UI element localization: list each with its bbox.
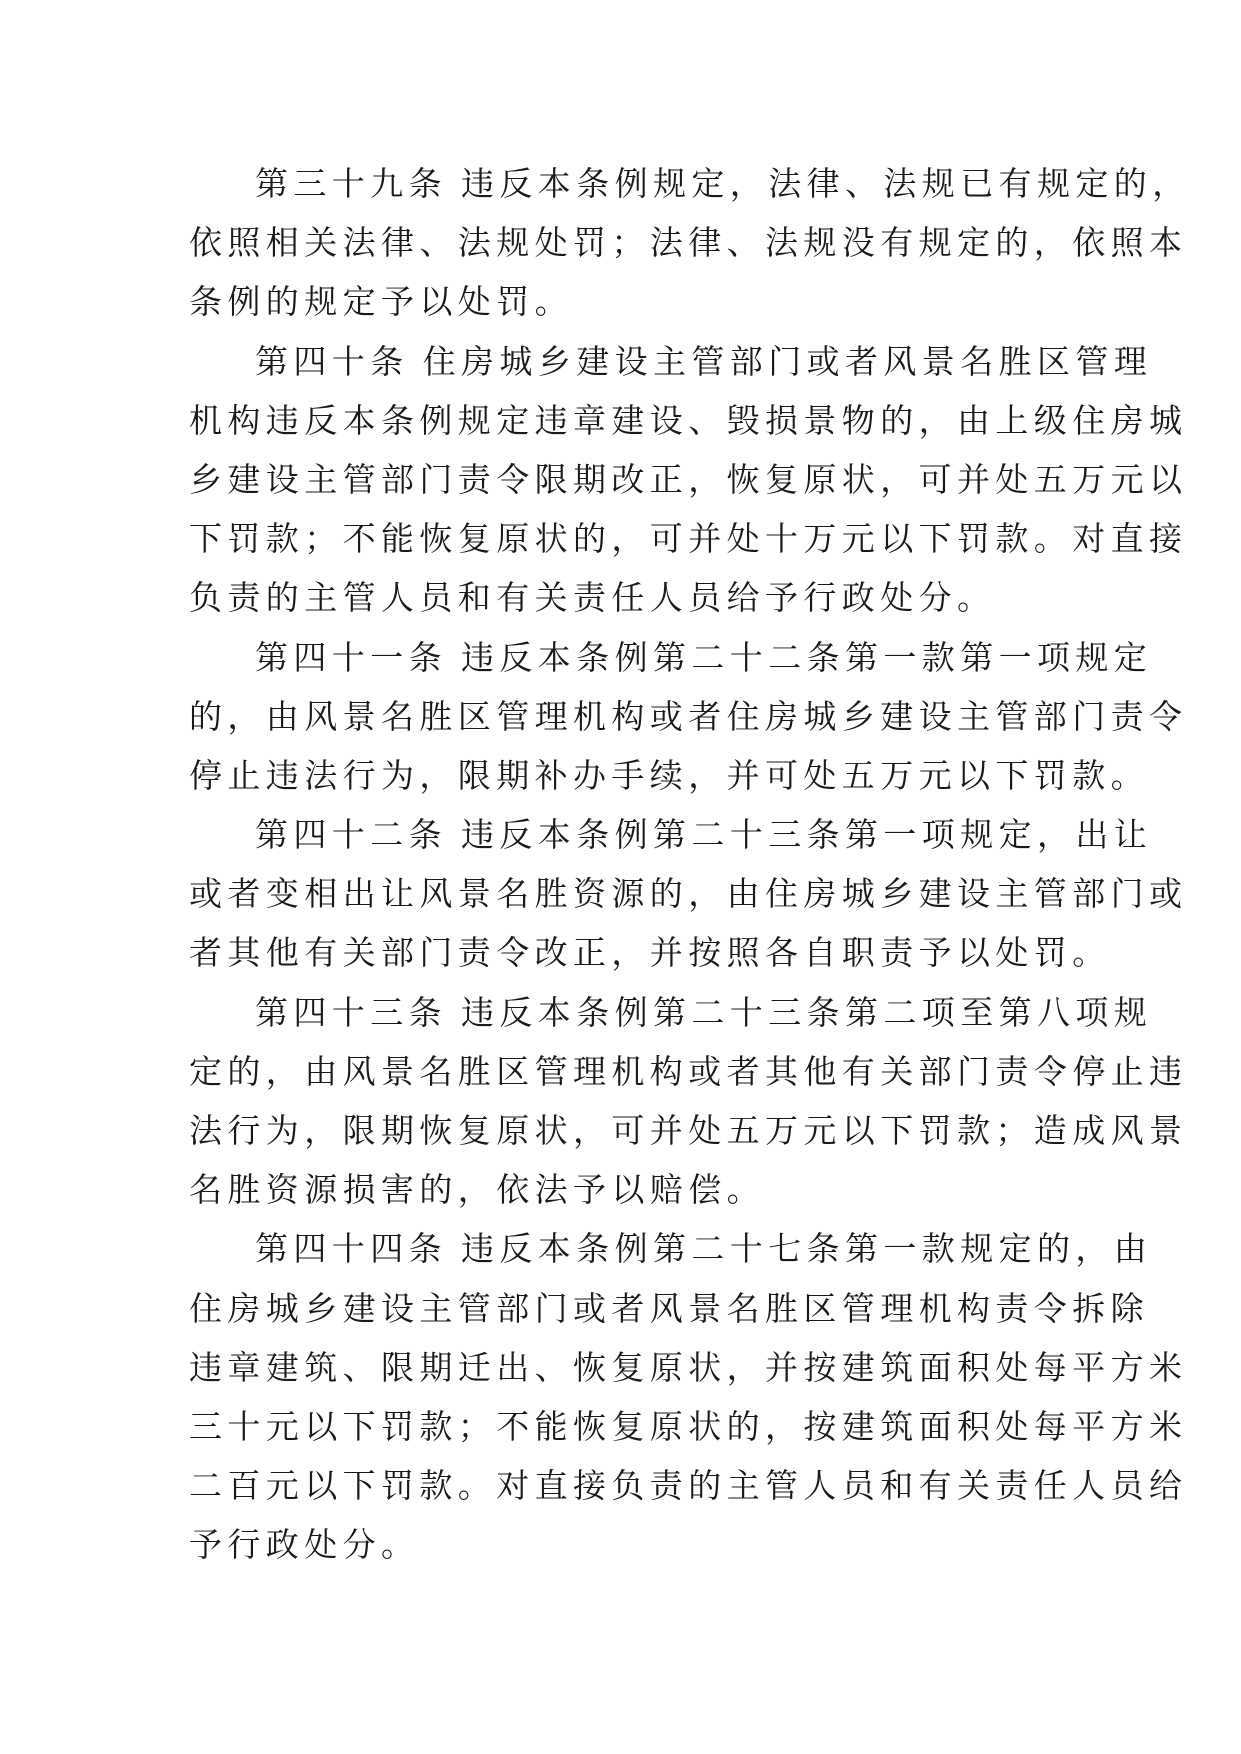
paragraph-line: 二百元以下罚款。对直接负责的主管人员和有关责任人员给 bbox=[189, 1466, 1188, 1506]
paragraph-line: 者其他有关部门责令改正，并按照各自职责予以处罚。 bbox=[189, 933, 1111, 973]
article-number: 第四十二条 bbox=[255, 815, 447, 855]
article-number: 第四十三条 bbox=[255, 992, 447, 1032]
article-42 bbox=[189, 805, 1188, 983]
paragraph-line: 三十元以下罚款；不能恢复原状的，按建筑面积处每平方米 bbox=[189, 1406, 1188, 1446]
article-number: 第四十一条 bbox=[255, 637, 447, 677]
article-39 bbox=[189, 154, 1191, 332]
article-43 bbox=[189, 983, 1188, 1220]
paragraph-line: 第四十二条 违反本条例第二十三条第一项规定，出让 bbox=[255, 815, 1153, 855]
article-41 bbox=[189, 628, 1188, 806]
paragraph-line: 下罚款；不能恢复原状的，可并处十万元以下罚款。对直接 bbox=[189, 519, 1188, 559]
article-44 bbox=[189, 1219, 1188, 1574]
paragraph-line: 第四十条 住房城乡建设主管部门或者风景名胜区管理 bbox=[255, 341, 1153, 381]
paragraph-line: 负责的主管人员和有关责任人员给予行政处分。 bbox=[189, 578, 996, 618]
article-number: 第三十九条 bbox=[255, 164, 447, 203]
article-number: 第四十条 bbox=[255, 341, 409, 381]
paragraph-line: 乡建设主管部门责令限期改正，恢复原状，可并处五万元以 bbox=[189, 459, 1188, 499]
paragraph-line: 依照相关法律、法规处罚；法律、法规没有规定的，依照本 bbox=[189, 223, 1188, 263]
article-number: 第四十四条 bbox=[255, 1229, 447, 1269]
paragraph-line: 机构违反本条例规定违章建设、毁损景物的，由上级住房城 bbox=[189, 400, 1188, 440]
paragraph-line: 的，由风景名胜区管理机构或者住房城乡建设主管部门责令 bbox=[189, 696, 1188, 736]
paragraph-line: 停止违法行为，限期补办手续，并可处五万元以下罚款。 bbox=[189, 755, 1149, 795]
paragraph-line: 住房城乡建设主管部门或者风景名胜区管理机构责令拆除 bbox=[189, 1288, 1149, 1328]
paragraph-line: 法行为，限期恢复原状，可并处五万元以下罚款；造成风景 bbox=[189, 1111, 1188, 1150]
paragraph-line: 名胜资源损害的，依法予以赔偿。 bbox=[189, 1170, 765, 1210]
article-40 bbox=[189, 332, 1188, 628]
paragraph-line: 违章建筑、限期迁出、恢复原状，并按建筑面积处每平方米 bbox=[189, 1347, 1188, 1387]
paragraph-line: 第四十三条 违反本条例第二十三条第二项至第八项规 bbox=[255, 992, 1153, 1032]
paragraph-line: 或者变相出让风景名胜资源的，由住房城乡建设主管部门或 bbox=[189, 874, 1188, 914]
paragraph-line: 予行政处分。 bbox=[189, 1525, 420, 1565]
paragraph-line: 定的，由风景名胜区管理机构或者其他有关部门责令停止违 bbox=[189, 1051, 1188, 1091]
paragraph-line: 第四十一条 违反本条例第二十二条第一款第一项规定 bbox=[255, 637, 1153, 677]
document-body bbox=[189, 154, 1191, 1575]
paragraph-line: 第三十九条 违反本条例规定，法律、法规已有规定的， bbox=[255, 164, 1191, 203]
paragraph-line: 第四十四条 违反本条例第二十七条第一款规定的，由 bbox=[255, 1229, 1153, 1269]
paragraph-line: 条例的规定予以处罚。 bbox=[189, 282, 573, 322]
